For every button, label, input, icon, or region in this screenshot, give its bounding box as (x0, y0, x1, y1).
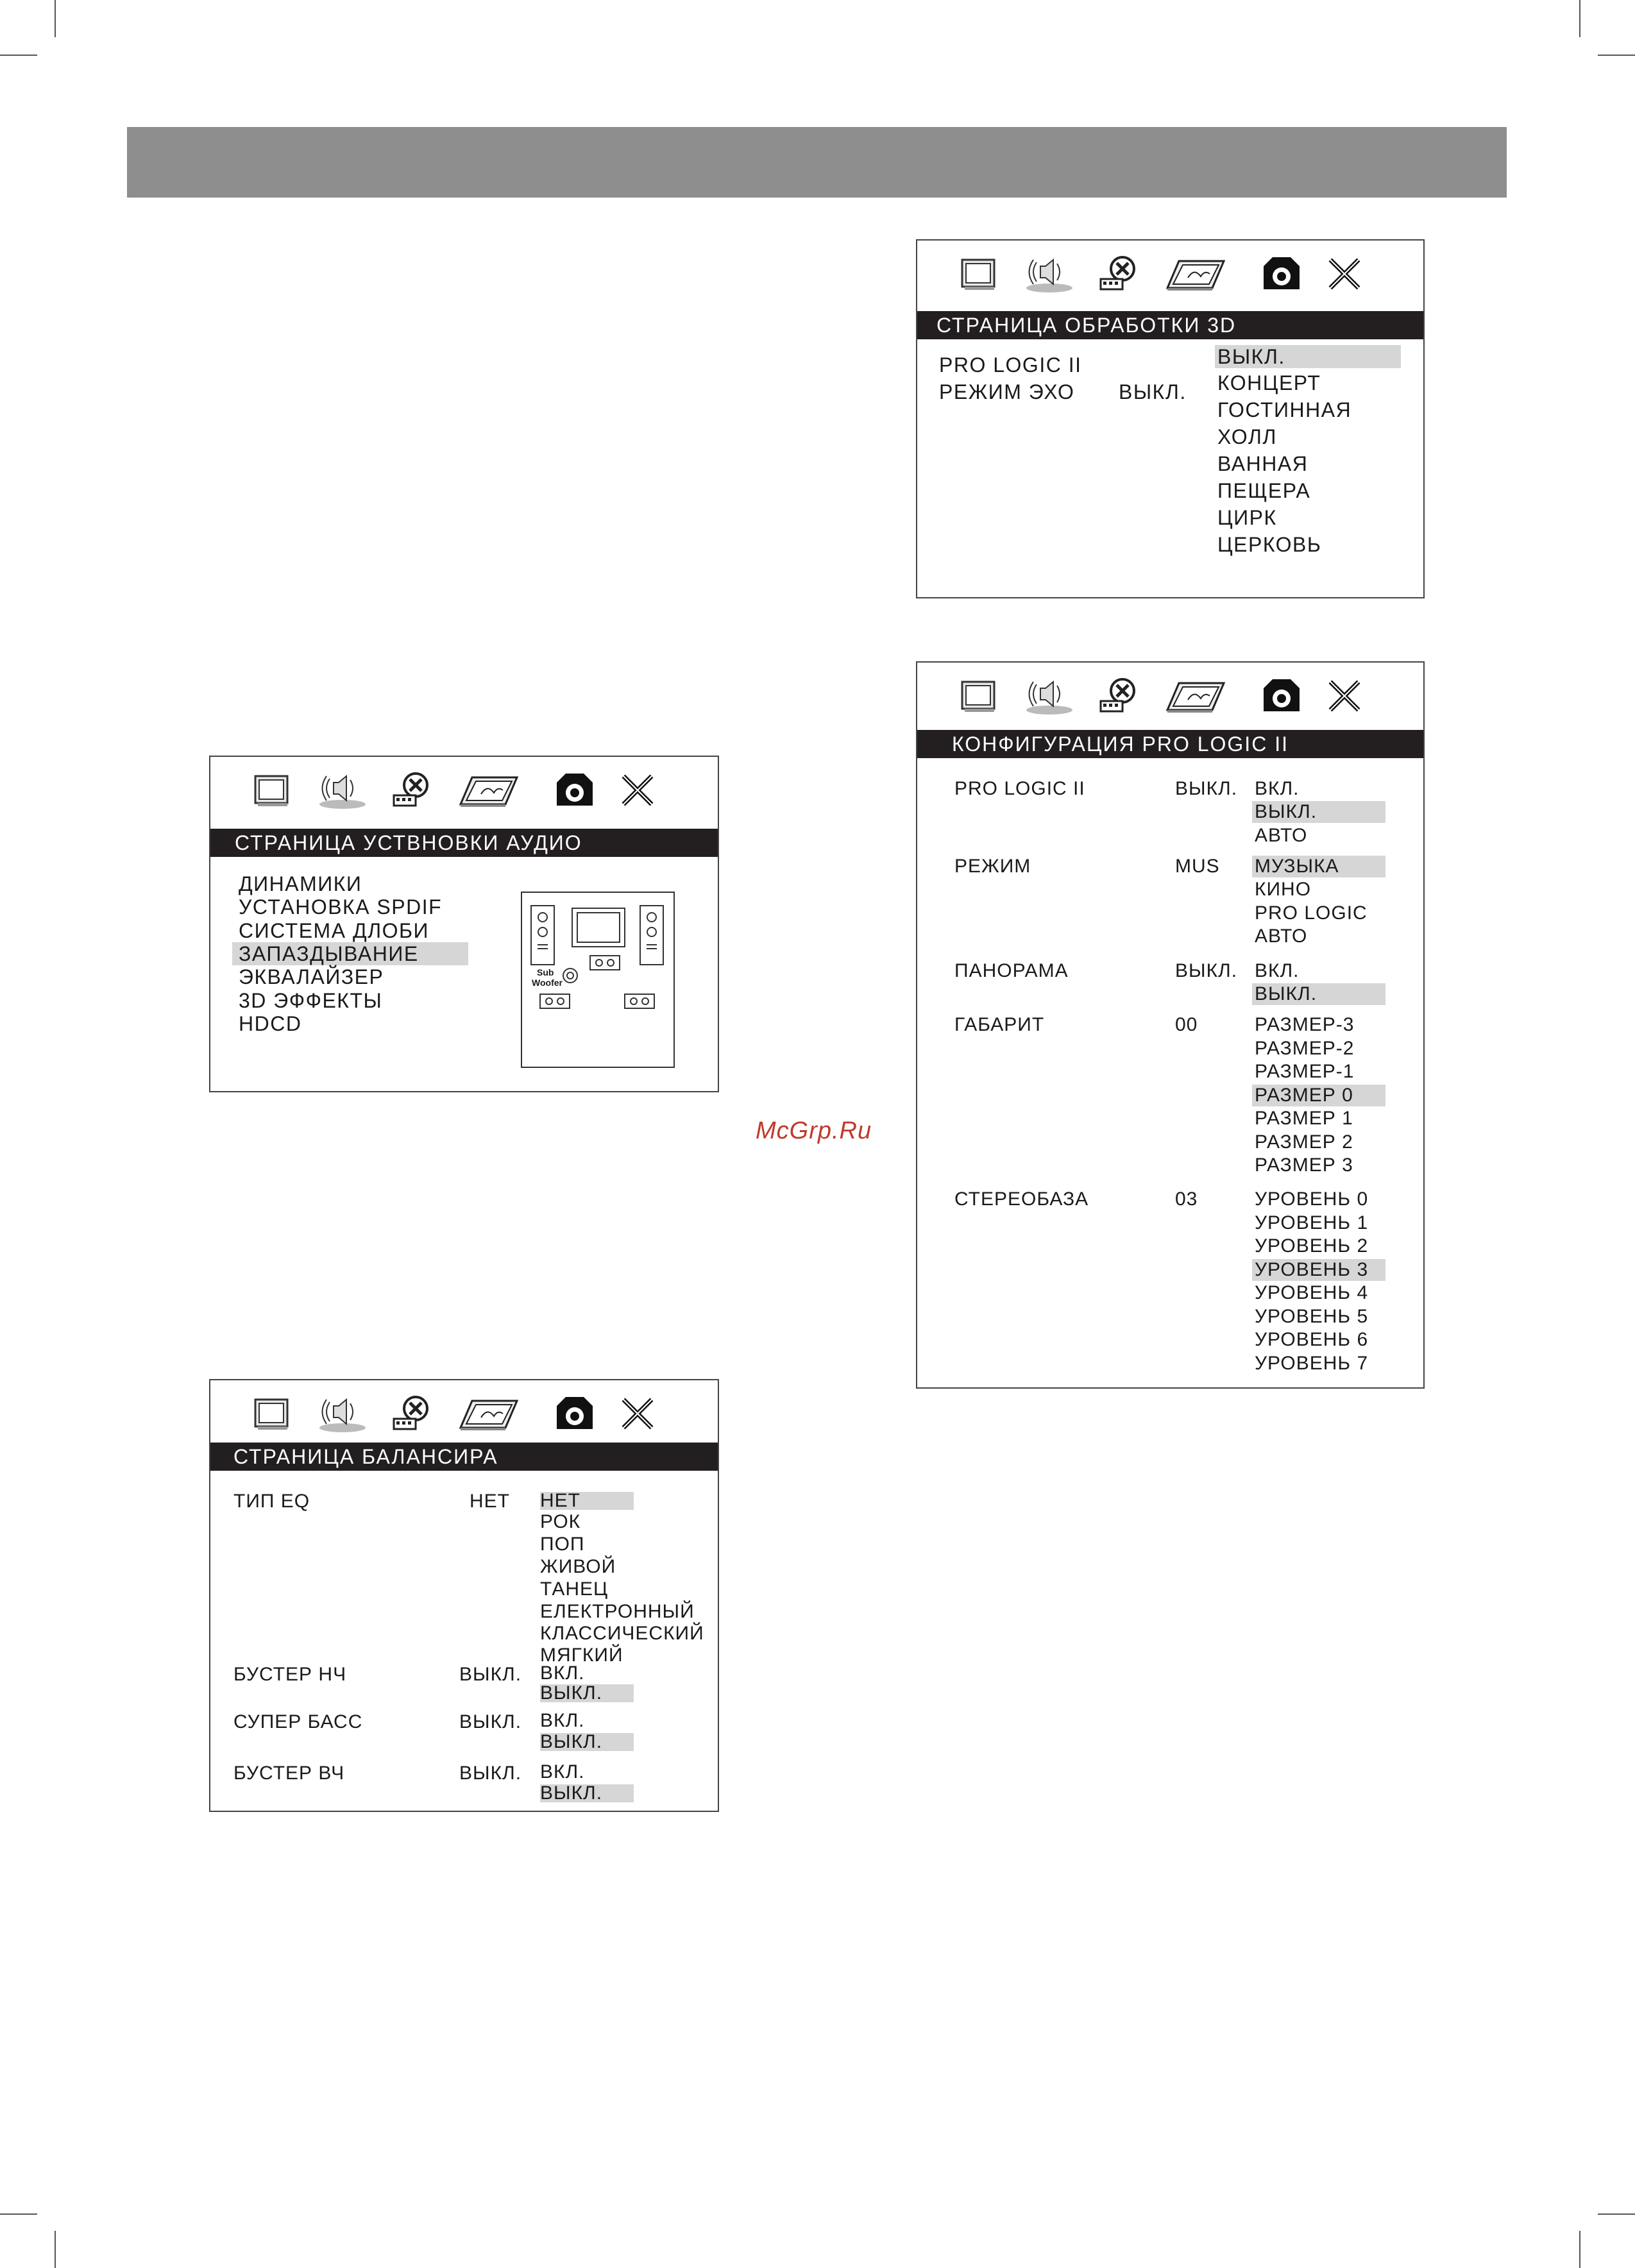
row-value: 00 (1175, 1014, 1198, 1035)
option[interactable]: УРОВЕНЬ 0 (1255, 1189, 1369, 1210)
option-selected[interactable]: ВЫКЛ. (540, 1733, 634, 1751)
option-selected[interactable]: УРОВЕНЬ 3 (1252, 1259, 1385, 1281)
option[interactable]: ЦИРК (1217, 506, 1277, 529)
tv-icon[interactable] (958, 677, 1001, 718)
option[interactable]: АВТО (1255, 825, 1308, 846)
crop-mark (1579, 2231, 1580, 2268)
picture-icon[interactable] (458, 774, 520, 813)
option[interactable]: PRO LOGIC (1255, 902, 1368, 924)
row-label: PRO LOGIC II (939, 353, 1082, 377)
row-value: ВЫКЛ. (459, 1664, 522, 1685)
row-label: РЕЖИМ ЭХО (939, 380, 1075, 403)
option[interactable]: РАЗМЕР 3 (1255, 1155, 1353, 1176)
panel-prologic-config (916, 661, 1425, 1389)
camera-icon[interactable] (1258, 252, 1305, 296)
option[interactable]: ПЕЩЕРА (1217, 479, 1311, 502)
close-icon[interactable] (1325, 255, 1364, 296)
row-value: ВЫКЛ. (1119, 380, 1187, 403)
crop-mark (1598, 2213, 1635, 2215)
menu-item[interactable]: ДИНАМИКИ (239, 872, 362, 895)
header-bar (127, 127, 1507, 198)
option[interactable]: КОНЦЕРТ (1217, 371, 1321, 394)
panel-audio-setup (209, 756, 719, 1092)
row-value: MUS (1175, 856, 1220, 877)
picture-icon[interactable] (1165, 257, 1226, 296)
panel-equalizer (209, 1379, 719, 1812)
menu-item[interactable]: СИСТЕМА ДЛОБИ (239, 919, 429, 942)
picture-icon[interactable] (458, 1397, 520, 1436)
row-label: ТИП EQ (233, 1491, 310, 1512)
crop-mark (55, 2231, 56, 2268)
row-value: ВЫКЛ. (459, 1763, 522, 1784)
option[interactable]: МЯГКИЙ (540, 1645, 623, 1666)
speaker-icon[interactable] (1024, 674, 1074, 718)
row-label: СУПЕР БАСС (233, 1711, 363, 1732)
tv-screen (572, 908, 625, 947)
option[interactable]: ВКЛ. (540, 1663, 585, 1684)
option[interactable]: ЦЕРКОВЬ (1217, 533, 1322, 556)
picture-icon[interactable] (1165, 679, 1226, 718)
menu-item[interactable]: 3D ЭФФЕКТЫ (239, 989, 383, 1012)
panel-title: СТРАНИЦА УСТВНОВКИ АУДИО (210, 829, 718, 857)
option-selected[interactable]: ВЫКЛ. (540, 1684, 634, 1702)
watermark: McGrp.Ru (756, 1117, 872, 1144)
option[interactable]: ЖИВОЙ (540, 1556, 616, 1577)
row-label: ГАБАРИТ (954, 1014, 1045, 1035)
option-selected[interactable]: ВЫКЛ. (1252, 983, 1385, 1005)
front-right-speaker (640, 906, 663, 965)
option[interactable]: РАЗМЕР 1 (1255, 1108, 1353, 1129)
panel-3d-processing (916, 239, 1425, 598)
camera-icon[interactable] (552, 1392, 598, 1436)
row-value: ВЫКЛ. (1175, 778, 1238, 799)
row-label: ПАНОРАМА (954, 960, 1069, 981)
option[interactable]: РАЗМЕР-1 (1255, 1061, 1355, 1082)
option[interactable]: РАЗМЕР-2 (1255, 1038, 1355, 1059)
option[interactable]: УРОВЕНЬ 4 (1255, 1282, 1369, 1303)
film-reel-icon[interactable] (1098, 253, 1140, 298)
option-selected[interactable]: ВЫКЛ. (1215, 345, 1401, 368)
option[interactable]: ПОП (540, 1534, 585, 1555)
menu-item[interactable]: УСТАНОВКА SPDIF (239, 895, 443, 918)
panel-title: КОНФИГУРАЦИЯ PRO LOGIC II (917, 730, 1423, 758)
option[interactable]: ЕЛЕКТРОННЫЙ (540, 1601, 695, 1622)
row-value: ВЫКЛ. (459, 1711, 522, 1732)
speaker-icon[interactable] (317, 768, 367, 813)
option[interactable]: ХОЛЛ (1217, 425, 1277, 448)
option[interactable]: УРОВЕНЬ 1 (1255, 1212, 1369, 1233)
row-label: БУСТЕР ВЧ (233, 1763, 345, 1784)
option-selected[interactable]: ВЫКЛ. (1252, 801, 1385, 823)
row-label: PRO LOGIC II (954, 778, 1085, 799)
icon-toolbar (917, 663, 1423, 733)
option[interactable]: ТАНЕЦ (540, 1578, 609, 1600)
row-value: 03 (1175, 1189, 1198, 1210)
crop-mark (0, 2213, 37, 2215)
menu-item[interactable]: ЭКВАЛАЙЗЕР (239, 965, 384, 988)
sub-label: Sub (537, 967, 554, 977)
option-selected[interactable]: НЕТ (540, 1492, 634, 1510)
menu-item[interactable]: HDCD (239, 1012, 302, 1035)
crop-mark (1579, 0, 1580, 37)
option[interactable]: ВКЛ. (540, 1710, 585, 1731)
option[interactable]: ГОСТИННАЯ (1217, 398, 1352, 421)
center-speaker (590, 956, 620, 970)
speaker-icon[interactable] (317, 1392, 367, 1436)
crop-mark (1598, 55, 1635, 56)
option[interactable]: РАЗМЕР 2 (1255, 1131, 1353, 1153)
film-reel-icon[interactable] (391, 1393, 434, 1437)
option[interactable]: ВАННАЯ (1217, 452, 1309, 475)
row-label: СТЕРЕОБАЗА (954, 1189, 1089, 1210)
option[interactable]: РОК (540, 1511, 581, 1532)
film-reel-icon[interactable] (391, 770, 434, 814)
option[interactable]: УРОВЕНЬ 7 (1255, 1353, 1369, 1374)
rear-left-speaker (540, 994, 570, 1008)
option[interactable]: АВТО (1255, 926, 1308, 947)
tv-icon[interactable] (251, 771, 294, 813)
crop-mark (0, 55, 37, 56)
crop-mark (55, 0, 56, 37)
tv-icon[interactable] (251, 1394, 294, 1436)
icon-toolbar (917, 241, 1423, 311)
icon-toolbar (210, 757, 718, 827)
option[interactable]: ВКЛ. (1255, 778, 1300, 799)
close-icon[interactable] (618, 771, 657, 813)
woofer-label: Woofer (532, 977, 563, 988)
option[interactable]: ВКЛ. (1255, 960, 1300, 981)
option-selected[interactable]: ВЫКЛ. (540, 1784, 634, 1802)
option-selected[interactable]: МУЗЫКА (1252, 856, 1385, 877)
option[interactable]: КЛАССИЧЕСКИЙ (540, 1623, 704, 1644)
option-selected[interactable]: РАЗМЕР 0 (1252, 1085, 1385, 1106)
camera-icon[interactable] (1258, 674, 1305, 718)
row-label: БУСТЕР НЧ (233, 1664, 347, 1685)
option[interactable]: ВКЛ. (540, 1761, 585, 1782)
menu-item-selected[interactable]: ЗАПАЗДЫВАНИЕ (232, 942, 468, 965)
close-icon[interactable] (1325, 677, 1364, 718)
option[interactable]: УРОВЕНЬ 6 (1255, 1329, 1369, 1350)
film-reel-icon[interactable] (1098, 675, 1140, 720)
row-value: НЕТ (470, 1491, 510, 1512)
row-label: РЕЖИМ (954, 856, 1031, 877)
panel-title: СТРАНИЦА ОБРАБОТКИ 3D (917, 311, 1423, 339)
row-value: ВЫКЛ. (1175, 960, 1238, 981)
panel-title: СТРАНИЦА БАЛАНСИРА (210, 1443, 718, 1471)
front-left-speaker (531, 906, 554, 965)
tv-icon[interactable] (958, 255, 1001, 296)
option[interactable]: КИНО (1255, 879, 1312, 900)
option[interactable]: РАЗМЕР-3 (1255, 1014, 1355, 1035)
speaker-icon[interactable] (1024, 252, 1074, 296)
camera-icon[interactable] (552, 768, 598, 813)
rear-right-speaker (625, 994, 654, 1008)
option[interactable]: УРОВЕНЬ 2 (1255, 1235, 1369, 1257)
close-icon[interactable] (618, 1394, 657, 1436)
option[interactable]: УРОВЕНЬ 5 (1255, 1306, 1369, 1327)
icon-toolbar (210, 1380, 718, 1451)
